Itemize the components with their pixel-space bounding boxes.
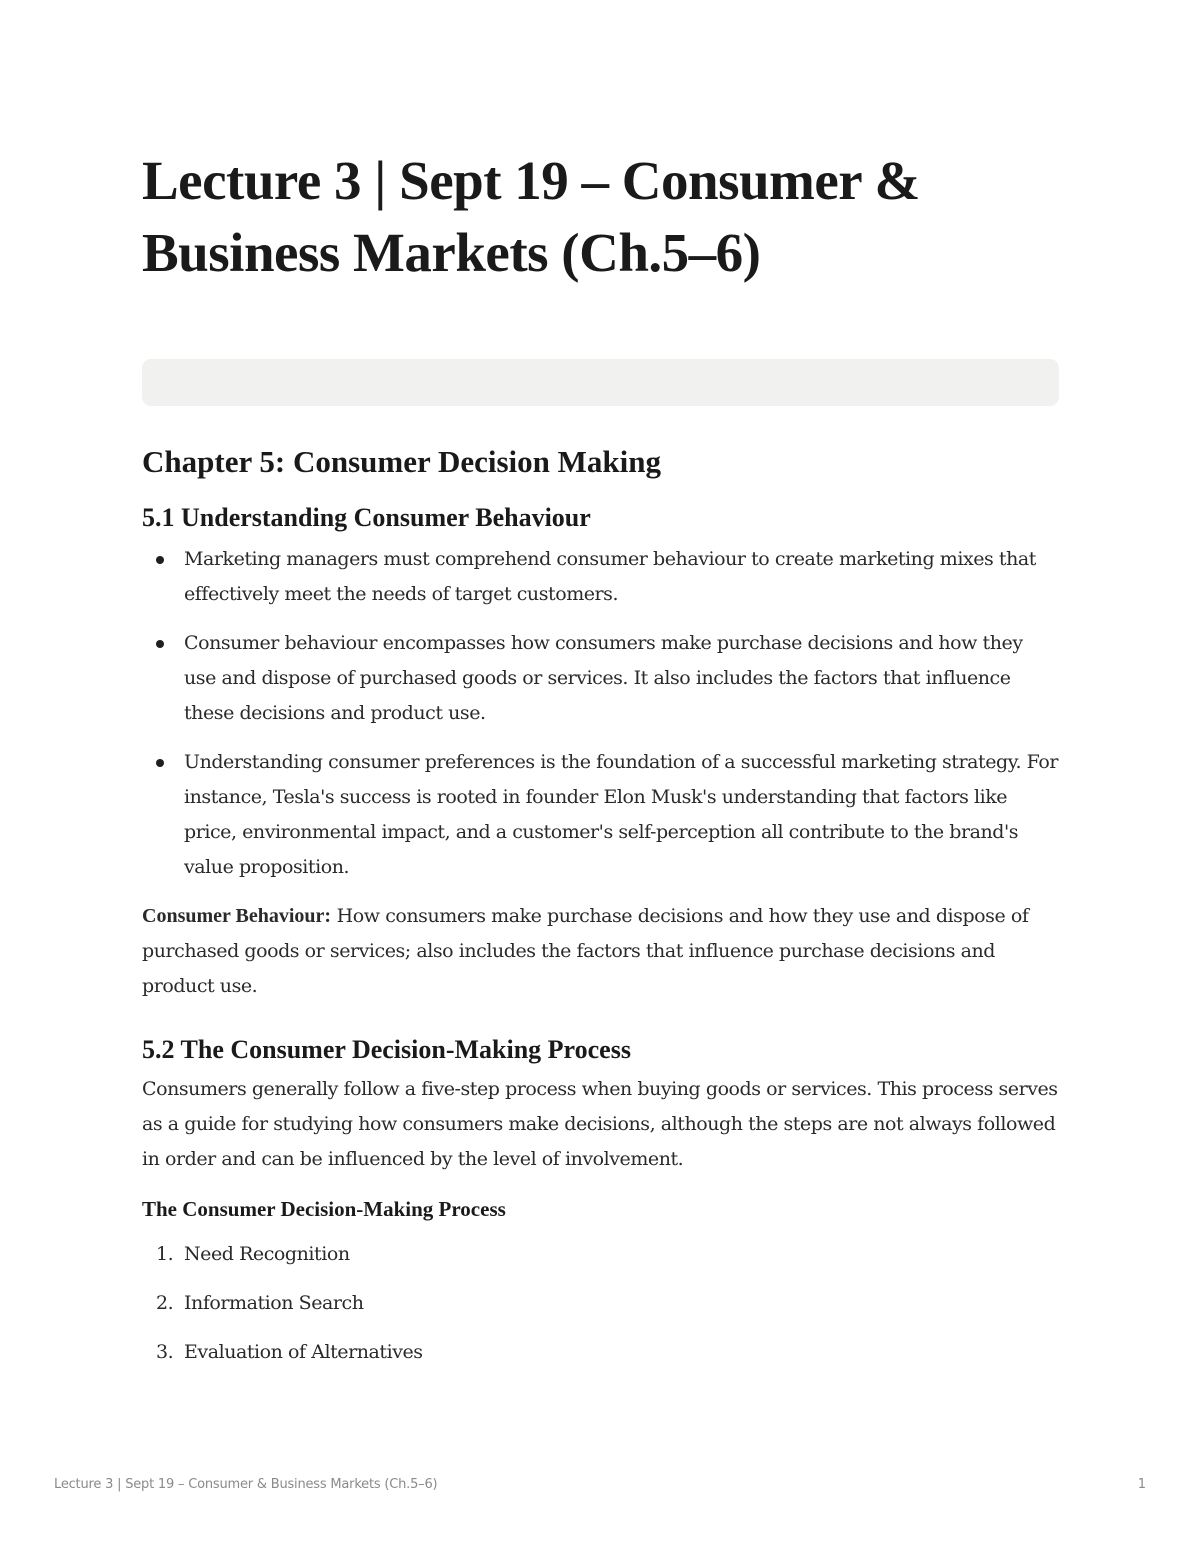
list-item bbox=[142, 1237, 1060, 1272]
list-item-text: Understanding consumer preferences is the foundation of a successful marketing strategy. For instance, Tesla's success is rooted in founder Elon Musk's understanding that factors like price, environmental impact, and a customer's self-perception all contribute to the brand's value proposition. bbox=[184, 751, 1058, 878]
list-item bbox=[142, 542, 1060, 612]
numbered-list bbox=[142, 1237, 1060, 1370]
definition-paragraph bbox=[142, 899, 1060, 1004]
list-item-text: Evaluation of Alternatives bbox=[184, 1341, 423, 1363]
section-heading-5-1: 5.1 Understanding Consumer Behaviour bbox=[142, 503, 591, 532]
page-number: 1 bbox=[1137, 1477, 1146, 1492]
section-heading-5-2: 5.2 The Consumer Decision-Making Process bbox=[142, 1035, 631, 1064]
list-number: 1. bbox=[156, 1243, 174, 1265]
definition-text: How consumers make purchase decisions and how they use and dispose of purchased goods or services; also includes the factors that influence purchase decisions and product use. bbox=[142, 905, 1029, 997]
list-item-text: Marketing managers must comprehend consumer behaviour to create marketing mixes that effectively meet the needs of target customers. bbox=[184, 548, 1036, 605]
bullet-icon bbox=[156, 556, 164, 564]
bullet-icon bbox=[156, 759, 164, 767]
list-item-text: Information Search bbox=[184, 1292, 364, 1314]
chapter-heading: Chapter 5: Consumer Decision Making bbox=[142, 444, 661, 479]
footer-title: Lecture 3 | Sept 19 – Consumer & Business Markets (Ch.5–6) bbox=[54, 1477, 438, 1492]
list-item-text: Need Recognition bbox=[184, 1243, 350, 1265]
list-item bbox=[142, 1335, 1060, 1370]
list-item bbox=[142, 1286, 1060, 1321]
list-number: 2. bbox=[156, 1292, 174, 1314]
list-item bbox=[142, 626, 1060, 731]
list-title: The Consumer Decision-Making Process bbox=[142, 1197, 506, 1221]
callout-block bbox=[142, 359, 1059, 406]
list-item bbox=[142, 745, 1060, 885]
list-number: 3. bbox=[156, 1341, 174, 1363]
bullet-icon bbox=[156, 640, 164, 648]
page-title: Lecture 3 | Sept 19 – Consumer & Business Markets (Ch.5–6) bbox=[142, 150, 920, 283]
list-item-text: Consumer behaviour encompasses how consumers make purchase decisions and how they use and dispose of purchased goods or services. It also includes the factors that influence these decisions and product use. bbox=[184, 632, 1023, 724]
document-body bbox=[142, 440, 1060, 1384]
section-intro: Consumers generally follow a five-step process when buying goods or services. This process serves as a guide for studying how consumers make decisions, although the steps are not always followed in order and can be influenced by the level of involvement. bbox=[142, 1078, 1058, 1170]
bullet-list bbox=[142, 542, 1060, 885]
definition-term: Consumer Behaviour: bbox=[142, 905, 332, 927]
